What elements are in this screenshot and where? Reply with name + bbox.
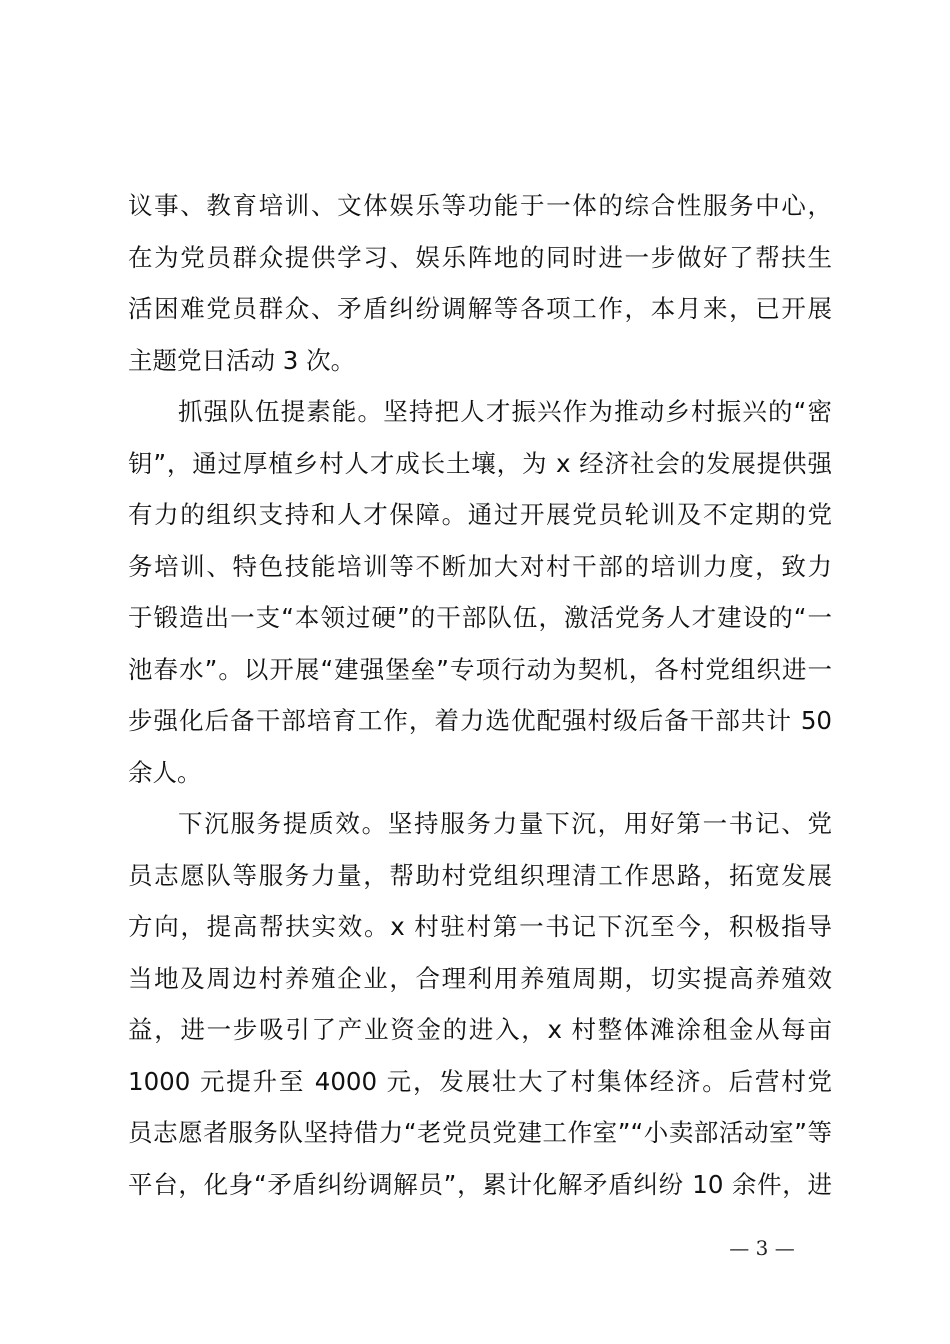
text-line: 益，进一步吸引了产业资金的进入，x 村整体滩涂租金从每亩 (128, 1015, 832, 1044)
text-line: 活困难党员群众、矛盾纠纷调解等各项工作，本月来，已开展 (128, 294, 832, 323)
text-line: 下沉服务提质效。坚持服务力量下沉，用好第一书记、党 (178, 809, 832, 838)
text-line: 方向，提高帮扶实效。x 村驻村第一书记下沉至今，积极指导 (128, 912, 832, 941)
text-line: 务培训、特色技能培训等不断加大对村干部的培训力度，致力 (128, 551, 832, 581)
text-line: 钥”，通过厚植乡村人才成长土壤，为 x 经济社会的发展提供强 (128, 448, 832, 478)
text-line: 池春水”。以开展“建强堡垒”专项行动为契机，各村党组织进一 (128, 654, 832, 684)
text-line: 平台，化身“矛盾纠纷调解员”，累计化解矛盾纠纷 10 余件，进 (128, 1169, 832, 1199)
paragraph-1 (128, 180, 832, 386)
text-line: 主题党日活动 3 次。 (128, 345, 356, 375)
text-line: 员志愿者服务队坚持借力“老党员党建工作室”“小卖部活动室”等 (128, 1118, 832, 1147)
text-line: 在为党员群众提供学习、娱乐阵地的同时进一步做好了帮扶生 (128, 242, 832, 272)
text-line: 员志愿队等服务力量，帮助村党组织理清工作思路，拓宽发展 (128, 860, 832, 890)
page-number: — 3 — (729, 1236, 795, 1260)
text-line: 于锻造出一支“本领过硬”的干部队伍，激活党务人才建设的“一 (128, 603, 832, 632)
text-line: 余人。 (128, 757, 202, 787)
paragraph-2 (128, 386, 832, 798)
paragraph-3 (128, 798, 832, 1210)
text-line: 步强化后备干部培育工作，着力选优配强村级后备干部共计 50 (128, 706, 832, 735)
text-line: 有力的组织支持和人才保障。通过开展党员轮训及不定期的党 (128, 500, 832, 529)
text-line: 议事、教育培训、文体娱乐等功能于一体的综合性服务中心， (128, 191, 832, 220)
text-line: 抓强队伍提素能。坚持把人才振兴作为推动乡村振兴的“密 (178, 397, 832, 426)
text-line: 1000 元提升至 4000 元，发展壮大了村集体经济。后营村党 (128, 1066, 832, 1096)
body-text (128, 180, 832, 1210)
text-line: 当地及周边村养殖企业，合理利用养殖周期，切实提高养殖效 (128, 963, 832, 993)
